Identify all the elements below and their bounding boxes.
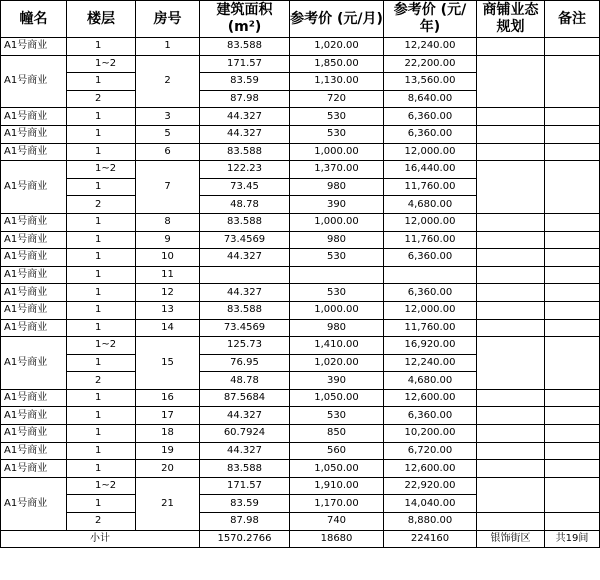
remark-cell [545, 231, 600, 249]
room-cell: 19 [136, 442, 200, 460]
business-plan-cell [477, 55, 545, 73]
monthly-price-cell: 980 [290, 231, 384, 249]
business-plan-cell [477, 249, 545, 267]
room-cell: 3 [136, 108, 200, 126]
table-row [1, 301, 600, 319]
area-cell: 83.588 [200, 143, 290, 161]
room-cell: 17 [136, 407, 200, 425]
floor-cell: 1~2 [67, 161, 136, 179]
floor-cell: 2 [67, 372, 136, 390]
remark-cell [545, 284, 600, 302]
yearly-price-cell: 14,040.00 [384, 495, 477, 513]
table-body [1, 38, 600, 531]
table-row [1, 284, 600, 302]
monthly-price-cell: 530 [290, 108, 384, 126]
building-cell: A1号商业 [1, 143, 67, 161]
table-row [1, 372, 600, 390]
remark-cell [545, 354, 600, 372]
building-cell: A1号商业 [1, 425, 67, 443]
floor-cell: 1 [67, 354, 136, 372]
floor-cell: 1 [67, 231, 136, 249]
floor-cell: 1 [67, 108, 136, 126]
yearly-price-cell: 22,200.00 [384, 55, 477, 73]
floor-cell: 1 [67, 213, 136, 231]
yearly-price-cell: 13,560.00 [384, 73, 477, 91]
yearly-price-cell: 12,000.00 [384, 301, 477, 319]
business-plan-cell [477, 178, 545, 196]
area-cell: 44.327 [200, 125, 290, 143]
header-building: 幢名 [1, 1, 67, 38]
room-cell: 15 [136, 337, 200, 390]
remark-cell [545, 125, 600, 143]
remark-cell [545, 301, 600, 319]
remark-cell [545, 108, 600, 126]
floor-cell: 1 [67, 125, 136, 143]
yearly-price-cell: 16,920.00 [384, 337, 477, 355]
monthly-price-cell: 390 [290, 372, 384, 390]
business-plan-cell [477, 442, 545, 460]
monthly-price-cell: 560 [290, 442, 384, 460]
business-plan-cell [477, 407, 545, 425]
area-cell: 87.98 [200, 513, 290, 531]
table-row [1, 196, 600, 214]
monthly-price-cell: 1,050.00 [290, 389, 384, 407]
business-plan-cell [477, 196, 545, 214]
room-cell: 11 [136, 266, 200, 284]
area-cell: 83.588 [200, 460, 290, 478]
monthly-price-cell: 1,000.00 [290, 301, 384, 319]
table-row [1, 143, 600, 161]
room-cell: 20 [136, 460, 200, 478]
table-row [1, 266, 600, 284]
business-plan-cell [477, 161, 545, 179]
building-cell: A1号商业 [1, 337, 67, 390]
floor-cell: 1 [67, 319, 136, 337]
area-cell: 83.588 [200, 213, 290, 231]
yearly-price-cell: 6,360.00 [384, 108, 477, 126]
floor-cell: 1 [67, 266, 136, 284]
business-plan-cell [477, 90, 545, 108]
yearly-price-cell: 11,760.00 [384, 319, 477, 337]
table-row [1, 73, 600, 91]
area-cell [200, 266, 290, 284]
header-row [1, 1, 600, 38]
floor-cell: 1 [67, 495, 136, 513]
monthly-price-cell: 1,000.00 [290, 213, 384, 231]
monthly-price-cell: 850 [290, 425, 384, 443]
remark-cell [545, 38, 600, 56]
building-cell: A1号商业 [1, 38, 67, 56]
subtotal-plan: 银饰街区 [477, 530, 545, 548]
business-plan-cell [477, 213, 545, 231]
business-plan-cell [477, 319, 545, 337]
building-cell: A1号商业 [1, 389, 67, 407]
remark-cell [545, 477, 600, 495]
table-row [1, 319, 600, 337]
building-cell: A1号商业 [1, 301, 67, 319]
room-cell: 12 [136, 284, 200, 302]
remark-cell [545, 389, 600, 407]
area-cell: 83.588 [200, 38, 290, 56]
remark-cell [545, 178, 600, 196]
area-cell: 60.7924 [200, 425, 290, 443]
business-plan-cell [477, 477, 545, 495]
area-cell: 73.45 [200, 178, 290, 196]
yearly-price-cell: 4,680.00 [384, 372, 477, 390]
yearly-price-cell: 12,600.00 [384, 460, 477, 478]
building-cell: A1号商业 [1, 249, 67, 267]
room-cell: 10 [136, 249, 200, 267]
table-row [1, 513, 600, 531]
area-cell: 76.95 [200, 354, 290, 372]
table-row [1, 108, 600, 126]
room-cell: 1 [136, 38, 200, 56]
yearly-price-cell: 6,360.00 [384, 284, 477, 302]
table-row [1, 442, 600, 460]
remark-cell [545, 161, 600, 179]
subtotal-monthly: 18680 [290, 530, 384, 548]
table-row [1, 231, 600, 249]
building-cell: A1号商业 [1, 319, 67, 337]
building-cell: A1号商业 [1, 125, 67, 143]
area-cell: 73.4569 [200, 231, 290, 249]
area-cell: 122.23 [200, 161, 290, 179]
monthly-price-cell [290, 266, 384, 284]
yearly-price-cell: 16,440.00 [384, 161, 477, 179]
floor-cell: 1 [67, 425, 136, 443]
monthly-price-cell: 530 [290, 249, 384, 267]
area-cell: 44.327 [200, 442, 290, 460]
area-cell: 44.327 [200, 249, 290, 267]
remark-cell [545, 90, 600, 108]
building-cell: A1号商业 [1, 460, 67, 478]
area-cell: 87.5684 [200, 389, 290, 407]
remark-cell [545, 425, 600, 443]
room-cell: 14 [136, 319, 200, 337]
floor-cell: 1 [67, 73, 136, 91]
remark-cell [545, 55, 600, 73]
monthly-price-cell: 1,370.00 [290, 161, 384, 179]
monthly-price-cell: 530 [290, 407, 384, 425]
area-cell: 44.327 [200, 108, 290, 126]
subtotal-area: 1570.2766 [200, 530, 290, 548]
room-cell: 21 [136, 477, 200, 530]
yearly-price-cell: 12,000.00 [384, 143, 477, 161]
remark-cell [545, 213, 600, 231]
table-row [1, 178, 600, 196]
remark-cell [545, 407, 600, 425]
header-floor: 楼层 [67, 1, 136, 38]
business-plan-cell [477, 266, 545, 284]
monthly-price-cell: 980 [290, 319, 384, 337]
yearly-price-cell: 6,360.00 [384, 125, 477, 143]
yearly-price-cell: 6,360.00 [384, 249, 477, 267]
yearly-price-cell: 4,680.00 [384, 196, 477, 214]
room-cell: 2 [136, 55, 200, 108]
business-plan-cell [477, 337, 545, 355]
floor-cell: 1~2 [67, 477, 136, 495]
room-cell: 7 [136, 161, 200, 214]
business-plan-cell [477, 389, 545, 407]
room-cell: 16 [136, 389, 200, 407]
table-row [1, 354, 600, 372]
header-monthly-price: 参考价 (元/月) [290, 1, 384, 38]
room-cell: 6 [136, 143, 200, 161]
yearly-price-cell: 12,600.00 [384, 389, 477, 407]
monthly-price-cell: 1,170.00 [290, 495, 384, 513]
subtotal-remark: 共19间 [545, 530, 600, 548]
yearly-price-cell: 12,000.00 [384, 213, 477, 231]
floor-cell: 1 [67, 178, 136, 196]
yearly-price-cell: 12,240.00 [384, 354, 477, 372]
building-cell: A1号商业 [1, 477, 67, 530]
remark-cell [545, 143, 600, 161]
building-cell: A1号商业 [1, 108, 67, 126]
subtotal-yearly: 224160 [384, 530, 477, 548]
monthly-price-cell: 1,000.00 [290, 143, 384, 161]
room-cell: 18 [136, 425, 200, 443]
subtotal-label: 小计 [1, 530, 200, 548]
monthly-price-cell: 740 [290, 513, 384, 531]
business-plan-cell [477, 425, 545, 443]
remark-cell [545, 460, 600, 478]
table-row [1, 161, 600, 179]
table-row [1, 125, 600, 143]
table-row [1, 477, 600, 495]
floor-cell: 1 [67, 442, 136, 460]
floor-cell: 1 [67, 460, 136, 478]
floor-cell: 1 [67, 249, 136, 267]
table-row [1, 337, 600, 355]
room-cell: 5 [136, 125, 200, 143]
building-cell: A1号商业 [1, 231, 67, 249]
table-row [1, 249, 600, 267]
header-room: 房号 [136, 1, 200, 38]
remark-cell [545, 266, 600, 284]
monthly-price-cell: 530 [290, 284, 384, 302]
table-row [1, 495, 600, 513]
room-cell: 13 [136, 301, 200, 319]
monthly-price-cell: 1,130.00 [290, 73, 384, 91]
header-business-plan: 商铺业态规划 [477, 1, 545, 38]
business-plan-cell [477, 38, 545, 56]
table-row [1, 425, 600, 443]
area-cell: 125.73 [200, 337, 290, 355]
floor-cell: 1 [67, 284, 136, 302]
floor-cell: 2 [67, 90, 136, 108]
remark-cell [545, 196, 600, 214]
yearly-price-cell: 11,760.00 [384, 231, 477, 249]
monthly-price-cell: 1,850.00 [290, 55, 384, 73]
floor-cell: 1 [67, 389, 136, 407]
floor-cell: 2 [67, 513, 136, 531]
monthly-price-cell: 530 [290, 125, 384, 143]
monthly-price-cell: 390 [290, 196, 384, 214]
business-plan-cell [477, 354, 545, 372]
room-cell: 9 [136, 231, 200, 249]
yearly-price-cell: 22,920.00 [384, 477, 477, 495]
business-plan-cell [477, 495, 545, 513]
area-cell: 171.57 [200, 55, 290, 73]
building-cell: A1号商业 [1, 266, 67, 284]
yearly-price-cell: 8,880.00 [384, 513, 477, 531]
remark-cell [545, 442, 600, 460]
business-plan-cell [477, 372, 545, 390]
floor-cell: 1~2 [67, 55, 136, 73]
business-plan-cell [477, 460, 545, 478]
business-plan-cell [477, 143, 545, 161]
area-cell: 87.98 [200, 90, 290, 108]
business-plan-cell [477, 231, 545, 249]
monthly-price-cell: 1,050.00 [290, 460, 384, 478]
monthly-price-cell: 1,910.00 [290, 477, 384, 495]
table-row [1, 55, 600, 73]
yearly-price-cell: 6,360.00 [384, 407, 477, 425]
remark-cell [545, 249, 600, 267]
yearly-price-cell: 12,240.00 [384, 38, 477, 56]
floor-cell: 1~2 [67, 337, 136, 355]
monthly-price-cell: 980 [290, 178, 384, 196]
table-row [1, 90, 600, 108]
table-row [1, 460, 600, 478]
yearly-price-cell: 11,760.00 [384, 178, 477, 196]
building-cell: A1号商业 [1, 161, 67, 214]
floor-cell: 1 [67, 143, 136, 161]
remark-cell [545, 495, 600, 513]
area-cell: 83.59 [200, 495, 290, 513]
remark-cell [545, 319, 600, 337]
header-yearly-price: 参考价 (元/年) [384, 1, 477, 38]
area-cell: 44.327 [200, 407, 290, 425]
area-cell: 171.57 [200, 477, 290, 495]
area-cell: 44.327 [200, 284, 290, 302]
table-row [1, 38, 600, 56]
table-row [1, 213, 600, 231]
floor-cell: 1 [67, 38, 136, 56]
building-cell: A1号商业 [1, 442, 67, 460]
business-plan-cell [477, 125, 545, 143]
area-cell: 48.78 [200, 372, 290, 390]
floor-cell: 1 [67, 407, 136, 425]
floor-cell: 2 [67, 196, 136, 214]
yearly-price-cell: 8,640.00 [384, 90, 477, 108]
yearly-price-cell [384, 266, 477, 284]
monthly-price-cell: 1,410.00 [290, 337, 384, 355]
room-cell: 8 [136, 213, 200, 231]
area-cell: 73.4569 [200, 319, 290, 337]
area-cell: 83.588 [200, 301, 290, 319]
business-plan-cell [477, 108, 545, 126]
floor-cell: 1 [67, 301, 136, 319]
remark-cell [545, 337, 600, 355]
remark-cell [545, 513, 600, 531]
area-cell: 48.78 [200, 196, 290, 214]
building-cell: A1号商业 [1, 213, 67, 231]
yearly-price-cell: 10,200.00 [384, 425, 477, 443]
monthly-price-cell: 1,020.00 [290, 38, 384, 56]
building-cell: A1号商业 [1, 407, 67, 425]
table-row [1, 407, 600, 425]
monthly-price-cell: 1,020.00 [290, 354, 384, 372]
monthly-price-cell: 720 [290, 90, 384, 108]
area-cell: 83.59 [200, 73, 290, 91]
subtotal-row [1, 530, 600, 548]
business-plan-cell [477, 73, 545, 91]
remark-cell [545, 372, 600, 390]
table-row [1, 389, 600, 407]
business-plan-cell [477, 513, 545, 531]
building-cell: A1号商业 [1, 55, 67, 108]
header-remark: 备注 [545, 1, 600, 38]
business-plan-cell [477, 301, 545, 319]
yearly-price-cell: 6,720.00 [384, 442, 477, 460]
building-cell: A1号商业 [1, 284, 67, 302]
business-plan-cell [477, 284, 545, 302]
remark-cell [545, 73, 600, 91]
header-area: 建筑面积 (m²) [200, 1, 290, 38]
